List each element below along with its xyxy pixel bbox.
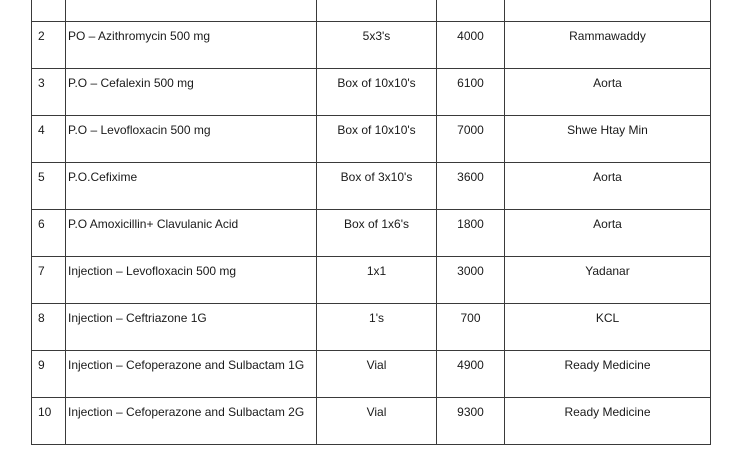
table-row <box>32 398 711 445</box>
table-row <box>32 257 711 304</box>
cell-price <box>437 0 505 22</box>
cell-pack: 1's <box>317 304 437 351</box>
cell-pack: Box of 10x10's <box>317 69 437 116</box>
cell-pack: Vial <box>317 398 437 445</box>
cell-number: 10 <box>32 398 66 445</box>
cell-number: 6 <box>32 210 66 257</box>
cell-pack: 1x1 <box>317 257 437 304</box>
table-row <box>32 351 711 398</box>
cell-price: 4900 <box>437 351 505 398</box>
table-row <box>32 304 711 351</box>
cell-number: 2 <box>32 22 66 69</box>
cell-item: Injection – Cefoperazone and Sulbactam 2G <box>66 398 317 445</box>
cell-item: P.O.Cefixime <box>66 163 317 210</box>
cell-pack: Box of 1x6's <box>317 210 437 257</box>
table-row <box>32 22 711 69</box>
table-row <box>32 210 711 257</box>
cell-item: P.O Amoxicillin+ Clavulanic Acid <box>66 210 317 257</box>
cell-supplier: Shwe Htay Min <box>505 116 711 163</box>
table-body <box>32 0 711 445</box>
cell-price: 3600 <box>437 163 505 210</box>
cell-pack: Box of 10x10's <box>317 116 437 163</box>
cell-number: 7 <box>32 257 66 304</box>
cell-item: PO – Azithromycin 500 mg <box>66 22 317 69</box>
cell-item: P.O – Levofloxacin 500 mg <box>66 116 317 163</box>
cell-supplier: Aorta <box>505 210 711 257</box>
cell-number: 8 <box>32 304 66 351</box>
medicine-price-table-container <box>31 0 710 445</box>
cell-price: 7000 <box>437 116 505 163</box>
cell-price: 700 <box>437 304 505 351</box>
medicine-price-table <box>31 0 711 445</box>
cell-pack: Box of 3x10's <box>317 163 437 210</box>
cell-number: 3 <box>32 69 66 116</box>
cell-pack: Vial <box>317 351 437 398</box>
cell-supplier: Ready Medicine <box>505 398 711 445</box>
cell-price: 9300 <box>437 398 505 445</box>
cell-number: 5 <box>32 163 66 210</box>
cell-pack: 5x3's <box>317 22 437 69</box>
cell-number: 4 <box>32 116 66 163</box>
cell-supplier: Ready Medicine <box>505 351 711 398</box>
cell-supplier: Rammawaddy <box>505 22 711 69</box>
table-row <box>32 163 711 210</box>
cell-price: 1800 <box>437 210 505 257</box>
cell-supplier: Yadanar <box>505 257 711 304</box>
cell-supplier: Aorta <box>505 163 711 210</box>
cell-price: 4000 <box>437 22 505 69</box>
cell-supplier <box>505 0 711 22</box>
cell-supplier: KCL <box>505 304 711 351</box>
cell-item <box>66 0 317 22</box>
cell-price: 6100 <box>437 69 505 116</box>
cell-item: Injection – Levofloxacin 500 mg <box>66 257 317 304</box>
cell-item: Injection – Cefoperazone and Sulbactam 1G <box>66 351 317 398</box>
cell-supplier: Aorta <box>505 69 711 116</box>
cell-number: 9 <box>32 351 66 398</box>
cell-item: P.O – Cefalexin 500 mg <box>66 69 317 116</box>
cell-item: Injection – Ceftriazone 1G <box>66 304 317 351</box>
cell-price: 3000 <box>437 257 505 304</box>
cell-number <box>32 0 66 22</box>
table-row <box>32 69 711 116</box>
table-row <box>32 116 711 163</box>
table-row-clipped <box>32 0 711 22</box>
cell-pack <box>317 0 437 22</box>
